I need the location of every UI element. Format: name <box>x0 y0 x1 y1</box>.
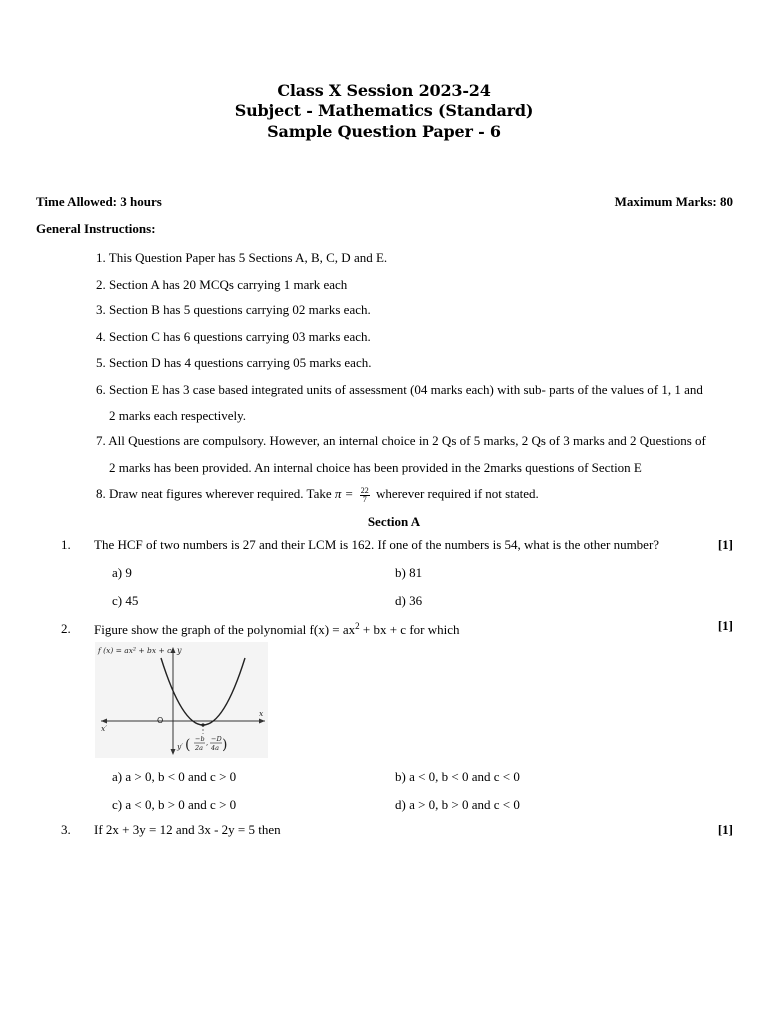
origin-label: O <box>157 716 164 725</box>
parabola-graph-figure <box>95 642 268 758</box>
x-axis-label: x <box>259 709 264 718</box>
question-1-text: The HCF of two numbers is 27 and their LCM is 162. If one of the numbers is 54, what is the other number? <box>94 537 660 552</box>
question-2-marks: [1] <box>717 618 733 633</box>
question-1-option-b: b) 81 <box>395 565 423 580</box>
question-1-option-c: c) 45 <box>112 593 139 608</box>
pi-fraction-numerator: 22 <box>360 485 369 495</box>
maximum-marks: Maximum Marks: 80 <box>614 194 733 209</box>
instruction-7: 7. All Questions are compulsory. However, an internal choice in 2 Qs of 5 marks, 2 Qs of 3 marks and 2 Questions of <box>96 433 706 448</box>
vertex-comma: , <box>206 739 209 747</box>
pi-fraction-denominator: 7 <box>362 494 367 504</box>
section-title: Section A <box>367 514 421 529</box>
question-2-text-post: + bx + c for which <box>359 622 460 637</box>
question-2-option-c: c) a < 0, b > 0 and c > 0 <box>112 797 237 812</box>
question-2-text <box>94 621 460 638</box>
question-2-option-a: a) a > 0, b < 0 and c > 0 <box>112 769 237 784</box>
function-label: f (x) = ax² + bx + c <box>98 646 172 655</box>
vertex-left-paren: ( <box>185 737 191 753</box>
question-2-text-pre: Figure show the graph of the polynomial f(x) = ax <box>94 622 356 637</box>
instruction-6: 6. Section E has 3 case based integrated units of assessment (04 marks each) with sub- parts of the values of 1, 1 and <box>96 382 703 397</box>
instruction-2: 2. Section A has 20 MCQs carrying 1 mark each <box>96 277 348 292</box>
instruction-5: 5. Section D has 4 questions carrying 05 marks each. <box>96 355 372 370</box>
question-3-marks: [1] <box>717 822 733 837</box>
question-2-exponent: 2 <box>355 621 360 631</box>
question-3-text: If 2x + 3y = 12 and 3x - 2y = 5 then <box>94 822 281 837</box>
time-allowed: Time Allowed: 3 hours <box>36 194 162 209</box>
paper-title-line3: Sample Question Paper - 6 <box>267 122 501 141</box>
parabola-curve <box>161 658 245 725</box>
question-2-option-d: d) a > 0, b > 0 and c < 0 <box>395 797 520 812</box>
vertex-point <box>201 723 204 726</box>
x-prime-label: x′ <box>101 724 107 733</box>
paper-title-line1: Class X Session 2023-24 <box>277 81 491 100</box>
x-axis-arrow-left <box>101 719 107 724</box>
question-1-option-d: d) 36 <box>395 593 423 608</box>
instruction-3: 3. Section B has 5 questions carrying 02 marks each. <box>96 302 371 317</box>
instruction-4: 4. Section C has 6 questions carrying 03 marks each. <box>96 329 371 344</box>
question-1-option-a: a) 9 <box>112 565 132 580</box>
x-axis-arrow-right <box>259 719 265 724</box>
question-1-marks: [1] <box>717 537 733 552</box>
y-axis-label: y <box>177 646 182 655</box>
instruction-8-suffix: wherever required if not stated. <box>375 486 539 501</box>
y-prime-label: y′ <box>177 742 183 751</box>
vertex-x-denominator: 2a <box>195 744 204 752</box>
vertex-x-numerator: −b <box>195 735 205 743</box>
question-2-option-b: b) a < 0, b < 0 and c < 0 <box>395 769 520 784</box>
vertex-right-paren: ) <box>222 737 228 753</box>
pi-symbol: π = <box>334 486 354 501</box>
instruction-8 <box>96 483 539 505</box>
vertex-y-denominator: 4a <box>211 744 220 752</box>
question-1-number: 1. <box>61 537 71 552</box>
general-instructions-heading: General Instructions: <box>36 221 156 236</box>
question-3-number: 3. <box>61 822 71 837</box>
instruction-6-continued: 2 marks each respectively. <box>109 408 247 423</box>
paper-title-line2: Subject - Mathematics (Standard) <box>234 101 534 120</box>
question-2-number: 2. <box>61 621 71 636</box>
instruction-7-continued: 2 marks has been provided. An internal choice has been provided in the 2marks questions of Section E <box>109 460 642 475</box>
parabola-graph <box>95 642 268 758</box>
pi-fraction <box>360 487 370 504</box>
y-axis-arrow-down <box>171 749 176 755</box>
instruction-8-prefix: 8. Draw neat figures wherever required. Take <box>96 486 332 501</box>
instruction-1: 1. This Question Paper has 5 Sections A, B, C, D and E. <box>96 250 388 265</box>
vertex-y-numerator: −D <box>211 735 222 743</box>
